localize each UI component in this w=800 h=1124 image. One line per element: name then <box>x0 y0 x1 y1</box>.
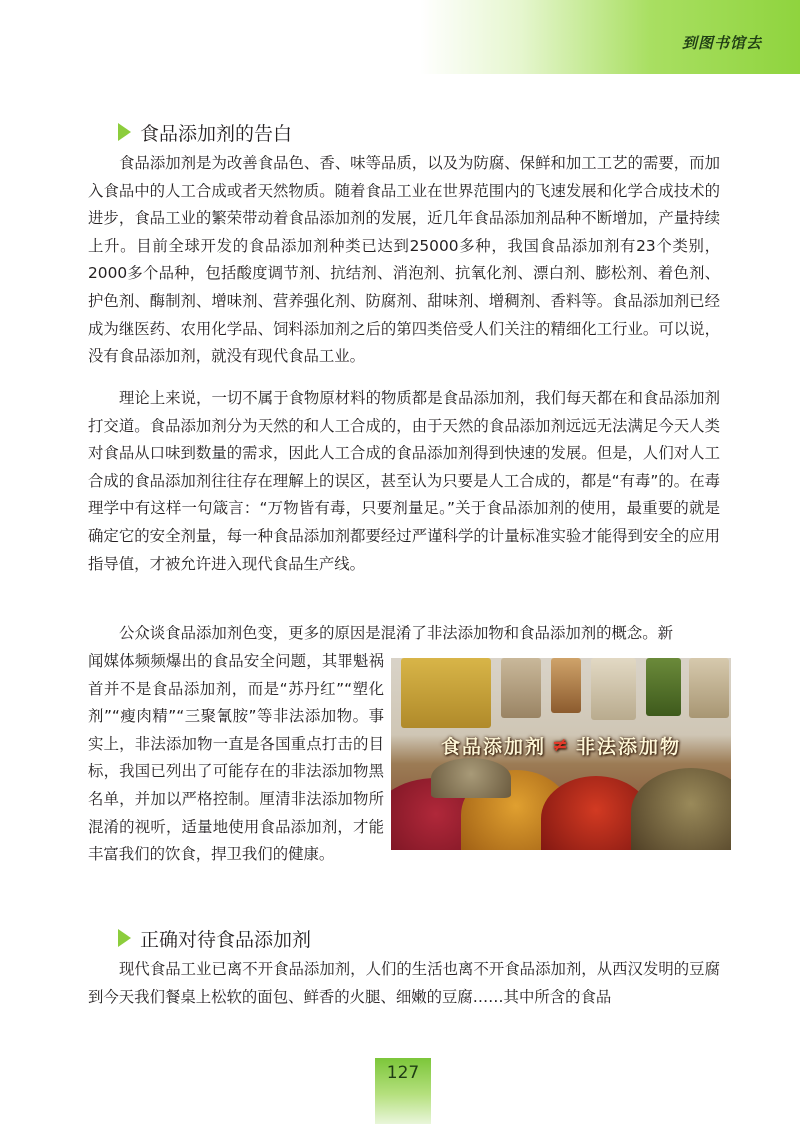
section-heading-1-text: 食品添加剂的告白 <box>140 122 293 145</box>
not-equal-icon: ≠ <box>552 734 570 756</box>
triangle-bullet-icon <box>118 929 131 947</box>
food-additive-photo <box>391 658 731 850</box>
paragraph-3-wrapped: 闻媒体频频爆出的食品安全问题，其罪魁祸首并不是食品添加剂，而是“苏丹红”“塑化剂”“瘦肉精”“三聚氰胺”等非法添加物。事实上，非法添加物一直是各国重点打击的目标，我国已列出了可能存在的非法添加物黑名单，并加以严格控制。厘清非法添加物所混淆的视听，适量地使用食品添加剂，才能丰富我们的饮食，捍卫我们的健康。 <box>88 652 384 864</box>
section-heading-2-text: 正确对待食品添加剂 <box>140 928 312 951</box>
section-heading-2 <box>118 924 311 952</box>
banner-illegal-additive: 非法添加物 <box>575 735 681 758</box>
banner-food-additive: 食品添加剂 <box>441 735 547 758</box>
header-band <box>0 0 800 74</box>
photo-banner <box>391 728 731 762</box>
paragraph-1: 食品添加剂是为改善食品色、香、味等品质，以及为防腐、保鲜和加工工艺的需要，而加入食品中的人工合成或者天然物质。随着食品工业在世界范围内的飞速发展和化学合成技术的进步，食品工业的繁荣带动着食品添加剂的发展，近几年食品添加剂品种不断增加，产量持续上升。目前全球开发的食品添加剂种类已达到25000多种，我国食品添加剂有23个类别，2000多个品种，包括酸度调节剂、抗结剂、消泡剂、抗氧化剂、漂白剂、膨松剂、着色剂、护色剂、酶制剂、增味剂、营养强化剂、防腐剂、甜味剂、增稠剂、香料等。食品添加剂已经成为继医药、农用化学品、饲料添加剂之后的第四类倍受人们关注的精细化工行业。可以说，没有食品添加剂，就没有现代食品工业。 <box>88 154 720 366</box>
header-title: 到图书馆去 <box>681 34 762 52</box>
paragraph-2: 理论上来说，一切不属于食物原材料的物质都是食品添加剂，我们每天都在和食品添加剂打交道。食品添加剂分为天然的和人工合成的，由于天然的食品添加剂远远无法满足今天人类对食品从口味到数量的需求，因此人工合成的食品添加剂得到快速的发展。但是，人们对人工合成的食品添加剂往往存在理解上的误区，甚至认为只要是人工合成的，都是“有毒”的。在毒理学中有这样一句箴言：“万物皆有毒，只要剂量足。”关于食品添加剂的使用，最重要的就是确定它的安全剂量，每一种食品添加剂都要经过严谨科学的计量标准实验才能得到安全的应用指导值，才被允许进入现代食品生产线。 <box>88 389 720 573</box>
paragraph-3-first-line: 公众谈食品添加剂色变，更多的原因是混淆了非法添加物和食品添加剂的概念。新 <box>119 624 674 642</box>
page-number: 127 <box>386 1063 420 1083</box>
paragraph-4: 现代食品工业已离不开食品添加剂，人们的生活也离不开食品添加剂，从西汉发明的豆腐到今天我们餐桌上松软的面包、鲜香的火腿、细嫩的豆腐……其中所含的食品 <box>88 960 720 1006</box>
triangle-bullet-icon <box>118 123 131 141</box>
section-heading-1 <box>118 118 292 146</box>
